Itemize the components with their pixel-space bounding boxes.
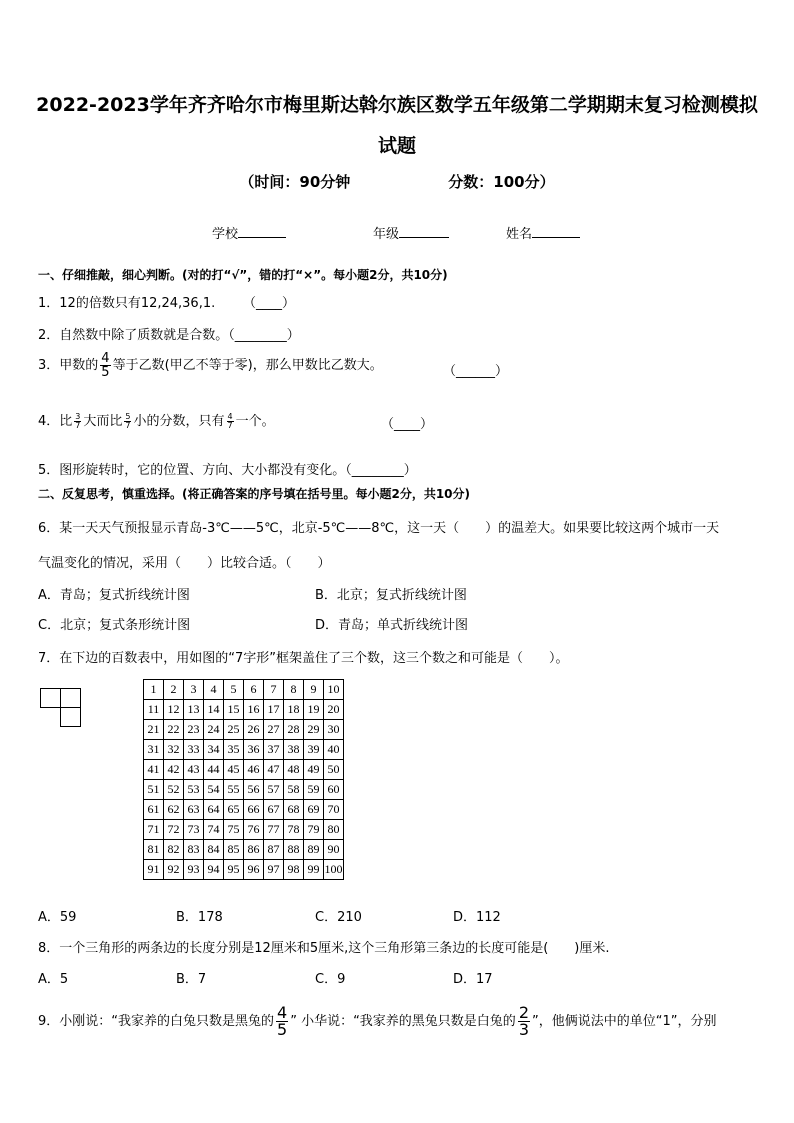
grid-cell: 35	[224, 740, 244, 760]
question-5: 5．图形旋转时，它的位置、方向、大小都没有变化。（________）	[38, 463, 417, 478]
grid-cell: 80	[324, 820, 344, 840]
grid-cell: 30	[324, 720, 344, 740]
grid-cell: 86	[244, 840, 264, 860]
grid-cell: 2	[164, 680, 184, 700]
grid-cell: 87	[264, 840, 284, 860]
grid-cell: 98	[284, 860, 304, 880]
question-2: 2．自然数中除了质数就是合数。（________）	[38, 328, 300, 343]
grid-cell: 94	[204, 860, 224, 880]
grid-cell: 73	[184, 820, 204, 840]
grid-cell: 71	[144, 820, 164, 840]
grid-row	[144, 680, 344, 700]
grid-cell: 48	[284, 760, 304, 780]
time-limit: （时间：90分钟	[239, 173, 351, 191]
question-1: 1．12的倍数只有12,24,36,1.	[38, 296, 216, 311]
grid-cell: 68	[284, 800, 304, 820]
grid-cell: 66	[244, 800, 264, 820]
grid-cell: 1	[144, 680, 164, 700]
grid-cell: 50	[324, 760, 344, 780]
grid-cell: 9	[304, 680, 324, 700]
grid-cell: 43	[184, 760, 204, 780]
grid-cell: 27	[264, 720, 284, 740]
grid-cell: 22	[164, 720, 184, 740]
answer-blank-4[interactable]: （____）	[381, 417, 434, 432]
grid-cell: 45	[224, 760, 244, 780]
grid-cell: 100	[324, 860, 344, 880]
grid-cell: 36	[244, 740, 264, 760]
grid-cell: 39	[304, 740, 324, 760]
grid-cell: 26	[244, 720, 264, 740]
grid-cell: 52	[164, 780, 184, 800]
q7-option-d[interactable]: D．112	[453, 910, 501, 925]
grid-cell: 31	[144, 740, 164, 760]
question-6-line1: 6．某一天天气预报显示青岛-3℃——5℃，北京-5℃——8℃，这一天（ ）的温差大。如果要比较这两个城市一天	[38, 521, 720, 536]
grid-cell: 75	[224, 820, 244, 840]
q7-option-c[interactable]: C．210	[315, 910, 362, 925]
grid-cell: 10	[324, 680, 344, 700]
grid-cell: 55	[224, 780, 244, 800]
grid-cell: 3	[184, 680, 204, 700]
grid-cell: 51	[144, 780, 164, 800]
name-field[interactable]: 姓名	[506, 223, 580, 242]
grid-cell: 11	[144, 700, 164, 720]
grid-cell: 8	[284, 680, 304, 700]
grid-row	[144, 840, 344, 860]
grid-cell: 88	[284, 840, 304, 860]
grid-cell: 76	[244, 820, 264, 840]
grid-cell: 57	[264, 780, 284, 800]
grid-cell: 6	[244, 680, 264, 700]
fraction: $\frac{4}{5}$	[101, 351, 110, 380]
fraction: $\frac{2}{3}$	[518, 1003, 529, 1039]
grid-cell: 60	[324, 780, 344, 800]
grid-cell: 64	[204, 800, 224, 820]
grid-cell: 97	[264, 860, 284, 880]
section1-heading: 一、仔细推敲，细心判断。(对的打“√”，错的打“×”。每小题2分，共10分)	[38, 268, 448, 282]
grid-cell: 20	[324, 700, 344, 720]
option-c[interactable]: C．北京；复式条形统计图	[38, 618, 191, 633]
grid-cell: 19	[304, 700, 324, 720]
grid-cell: 14	[204, 700, 224, 720]
grid-cell: 17	[264, 700, 284, 720]
grid-cell: 83	[184, 840, 204, 860]
grid-cell: 59	[304, 780, 324, 800]
grid-cell: 54	[204, 780, 224, 800]
grid-cell: 62	[164, 800, 184, 820]
grid-cell: 16	[244, 700, 264, 720]
grid-cell: 37	[264, 740, 284, 760]
grid-cell: 7	[264, 680, 284, 700]
grid-cell: 74	[204, 820, 224, 840]
school-field[interactable]: 学校	[212, 223, 286, 242]
grid-cell: 23	[184, 720, 204, 740]
grid-cell: 69	[304, 800, 324, 820]
grid-cell: 79	[304, 820, 324, 840]
grid-cell: 91	[144, 860, 164, 880]
grid-cell: 28	[284, 720, 304, 740]
grid-cell: 78	[284, 820, 304, 840]
question-8: 8．一个三角形的两条边的长度分别是12厘米和5厘米,这个三角形第三条边的长度可能是( )厘米.	[38, 941, 610, 956]
fraction: $\frac{3}{7}$	[75, 412, 81, 430]
fraction: $\frac{5}{7}$	[125, 412, 131, 430]
option-a[interactable]: A．青岛；复式折线统计图	[38, 588, 190, 603]
grid-cell: 77	[264, 820, 284, 840]
grid-cell: 81	[144, 840, 164, 860]
q8-option-c[interactable]: C．9	[315, 972, 346, 987]
exam-title-line1: 2022-2023学年齐齐哈尔市梅里斯达斡尔族区数学五年级第二学期期末复习检测模拟	[36, 94, 758, 116]
grid-cell: 84	[204, 840, 224, 860]
grid-cell: 93	[184, 860, 204, 880]
grid-cell: 95	[224, 860, 244, 880]
grid-row	[144, 860, 344, 880]
grid-cell: 46	[244, 760, 264, 780]
grid-cell: 38	[284, 740, 304, 760]
q8-option-b[interactable]: B．7	[176, 972, 207, 987]
q8-option-d[interactable]: D．17	[453, 972, 493, 987]
grid-cell: 92	[164, 860, 184, 880]
question-7: 7．在下边的百数表中，用如图的“7字形”框架盖住了三个数，这三个数之和可能是（ ）。	[38, 651, 569, 666]
section2-heading: 二、反复思考，慎重选择。(将正确答案的序号填在括号里。每小题2分，共10分)	[38, 487, 471, 501]
grid-cell: 49	[304, 760, 324, 780]
answer-blank-1[interactable]: （____）	[243, 296, 296, 311]
grid-cell: 42	[164, 760, 184, 780]
seven-shape-frame-icon	[40, 688, 82, 728]
grid-cell: 56	[244, 780, 264, 800]
grid-cell: 34	[204, 740, 224, 760]
grid-cell: 70	[324, 800, 344, 820]
grid-row	[144, 740, 344, 760]
grid-row	[144, 760, 344, 780]
grid-cell: 82	[164, 840, 184, 860]
grid-cell: 13	[184, 700, 204, 720]
grid-cell: 4	[204, 680, 224, 700]
grade-field[interactable]: 年级	[373, 223, 449, 242]
grid-cell: 89	[304, 840, 324, 860]
grid-cell: 65	[224, 800, 244, 820]
grid-cell: 32	[164, 740, 184, 760]
question-6-line2: 气温变化的情况，采用（ ）比较合适。（ ）	[38, 556, 331, 571]
grid-cell: 53	[184, 780, 204, 800]
grid-cell: 72	[164, 820, 184, 840]
grid-row	[144, 780, 344, 800]
grid-row	[144, 720, 344, 740]
grid-cell: 12	[164, 700, 184, 720]
grid-cell: 5	[224, 680, 244, 700]
answer-blank-3[interactable]: （______）	[443, 364, 509, 379]
grid-row	[144, 820, 344, 840]
q8-option-a[interactable]: A．5	[38, 972, 69, 987]
grid-cell: 85	[224, 840, 244, 860]
grid-cell: 99	[304, 860, 324, 880]
question-9: 9．小刚说：“我家养的白兔只数是黑兔的 $\frac{4}{5}$ ” 小华说：“我家养的黑兔只数是白兔的 $\frac{2}{3}$ ”，他俩说法中的单位“1”，分别	[38, 1003, 717, 1039]
grid-cell: 41	[144, 760, 164, 780]
grid-cell: 24	[204, 720, 224, 740]
total-score: 分数：100分）	[448, 173, 555, 191]
q7-option-b[interactable]: B．178	[176, 910, 223, 925]
grid-cell: 18	[284, 700, 304, 720]
q7-option-a[interactable]: A．59	[38, 910, 77, 925]
grid-cell: 29	[304, 720, 324, 740]
option-b[interactable]: B．北京；复式折线统计图	[315, 588, 467, 603]
grid-cell: 90	[324, 840, 344, 860]
hundred-chart	[143, 679, 344, 880]
grid-cell: 25	[224, 720, 244, 740]
grid-cell: 58	[284, 780, 304, 800]
grid-cell: 61	[144, 800, 164, 820]
option-d[interactable]: D．青岛；单式折线统计图	[315, 618, 469, 633]
grid-cell: 47	[264, 760, 284, 780]
grid-cell: 33	[184, 740, 204, 760]
question-4: 4．比 $\frac{3}{7}$ 大而比 $\frac{5}{7}$ 小的分数，只有 $\frac{4}{7}$ 一个。	[38, 412, 275, 430]
grid-cell: 15	[224, 700, 244, 720]
grid-row	[144, 700, 344, 720]
question-3: 3．甲数的 $\frac{4}{5}$ 等于乙数(甲乙不等于零)，那么甲数比乙数大。	[38, 351, 383, 380]
grid-cell: 21	[144, 720, 164, 740]
grid-cell: 67	[264, 800, 284, 820]
fraction: $\frac{4}{5}$	[277, 1003, 288, 1039]
exam-meta	[0, 171, 794, 192]
grid-cell: 44	[204, 760, 224, 780]
grid-cell: 96	[244, 860, 264, 880]
fraction: $\frac{4}{7}$	[227, 412, 233, 430]
exam-title-line2: 试题	[377, 135, 416, 157]
grid-cell: 40	[324, 740, 344, 760]
grid-cell: 63	[184, 800, 204, 820]
grid-row	[144, 800, 344, 820]
